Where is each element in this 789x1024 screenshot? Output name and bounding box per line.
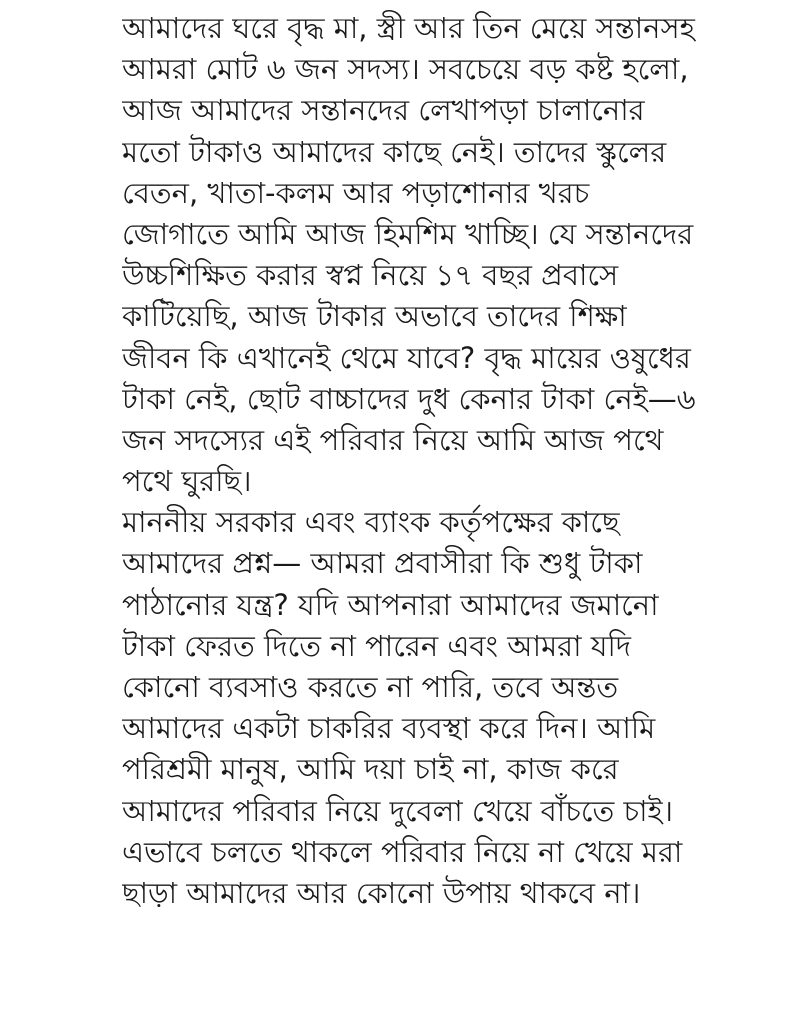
article-body — [122, 8, 772, 1018]
text-line: মাননীয় সরকার এবং ব্যাংক কর্তৃপক্ষের কাছে — [122, 505, 620, 540]
text-line: আমাদের প্রশ্ন— আমরা প্রবাসীরা কি শুধু টাকা — [122, 546, 643, 581]
text-line: আজ আমাদের সন্তানদের লেখাপড়া চালানোর — [122, 93, 645, 128]
text-line: উচ্চশিক্ষিত করার স্বপ্ন নিয়ে ১৭ বছর প্রবাসে — [122, 258, 619, 293]
text-line: আমাদের পরিবার নিয়ে দুবেলা খেয়ে বাঁচতে চাই। — [122, 793, 673, 828]
text-line: আমরা মোট ৬ জন সদস্য। সবচেয়ে বড় কষ্ট হলো, — [122, 52, 689, 87]
text-line: ছাড়া আমাদের আর কোনো উপায় থাকবে না। — [122, 875, 641, 910]
text-line: মতো টাকাও আমাদের কাছে নেই। তাদের স্কুলের — [122, 134, 667, 169]
paragraph-family-hardship — [122, 8, 772, 502]
text-line: জীবন কি এখানেই থেমে যাবে? বৃদ্ধ মায়ের ওষুধের — [122, 340, 691, 375]
text-line: টাকা নেই, ছোট বাচ্চাদের দুধ কেনার টাকা নেই—৬ — [122, 381, 696, 416]
text-line: কাটিয়েছি, আজ টাকার অভাবে তাদের শিক্ষা — [122, 299, 627, 334]
text-line: কোনো ব্যবসাও করতে না পারি, তবে অন্তত — [122, 670, 619, 704]
text-line: টাকা ফেরত দিতে না পারেন এবং আমরা যদি — [122, 628, 631, 663]
text-line: এভাবে চলতে থাকলে পরিবার নিয়ে না খেয়ে মরা — [122, 834, 683, 869]
text-line: জন সদস্যের এই পরিবার নিয়ে আমি আজ পথে — [122, 422, 664, 457]
text-line: পাঠানোর যন্ত্র? যদি আপনারা আমাদের জমানো — [122, 587, 659, 622]
text-line: বেতন, খাতা-কলম আর পড়াশোনার খরচ — [122, 175, 590, 210]
text-line: পরিশ্রমী মানুষ, আমি দয়া চাই না, কাজ করে — [122, 752, 619, 787]
text-line: পথে ঘুরছি। — [122, 464, 252, 499]
text-line: আমাদের ঘরে বৃদ্ধ মা, স্ত্রী আর তিন মেয়ে সন্তানসহ — [122, 11, 695, 45]
text-line: জোগাতে আমি আজ হিমশিম খাচ্ছি। যে সন্তানদের — [122, 216, 694, 251]
paragraph-appeal-to-government — [122, 502, 772, 914]
text-line: আমাদের একটা চাকরির ব্যবস্থা করে দিন। আমি — [122, 711, 656, 746]
